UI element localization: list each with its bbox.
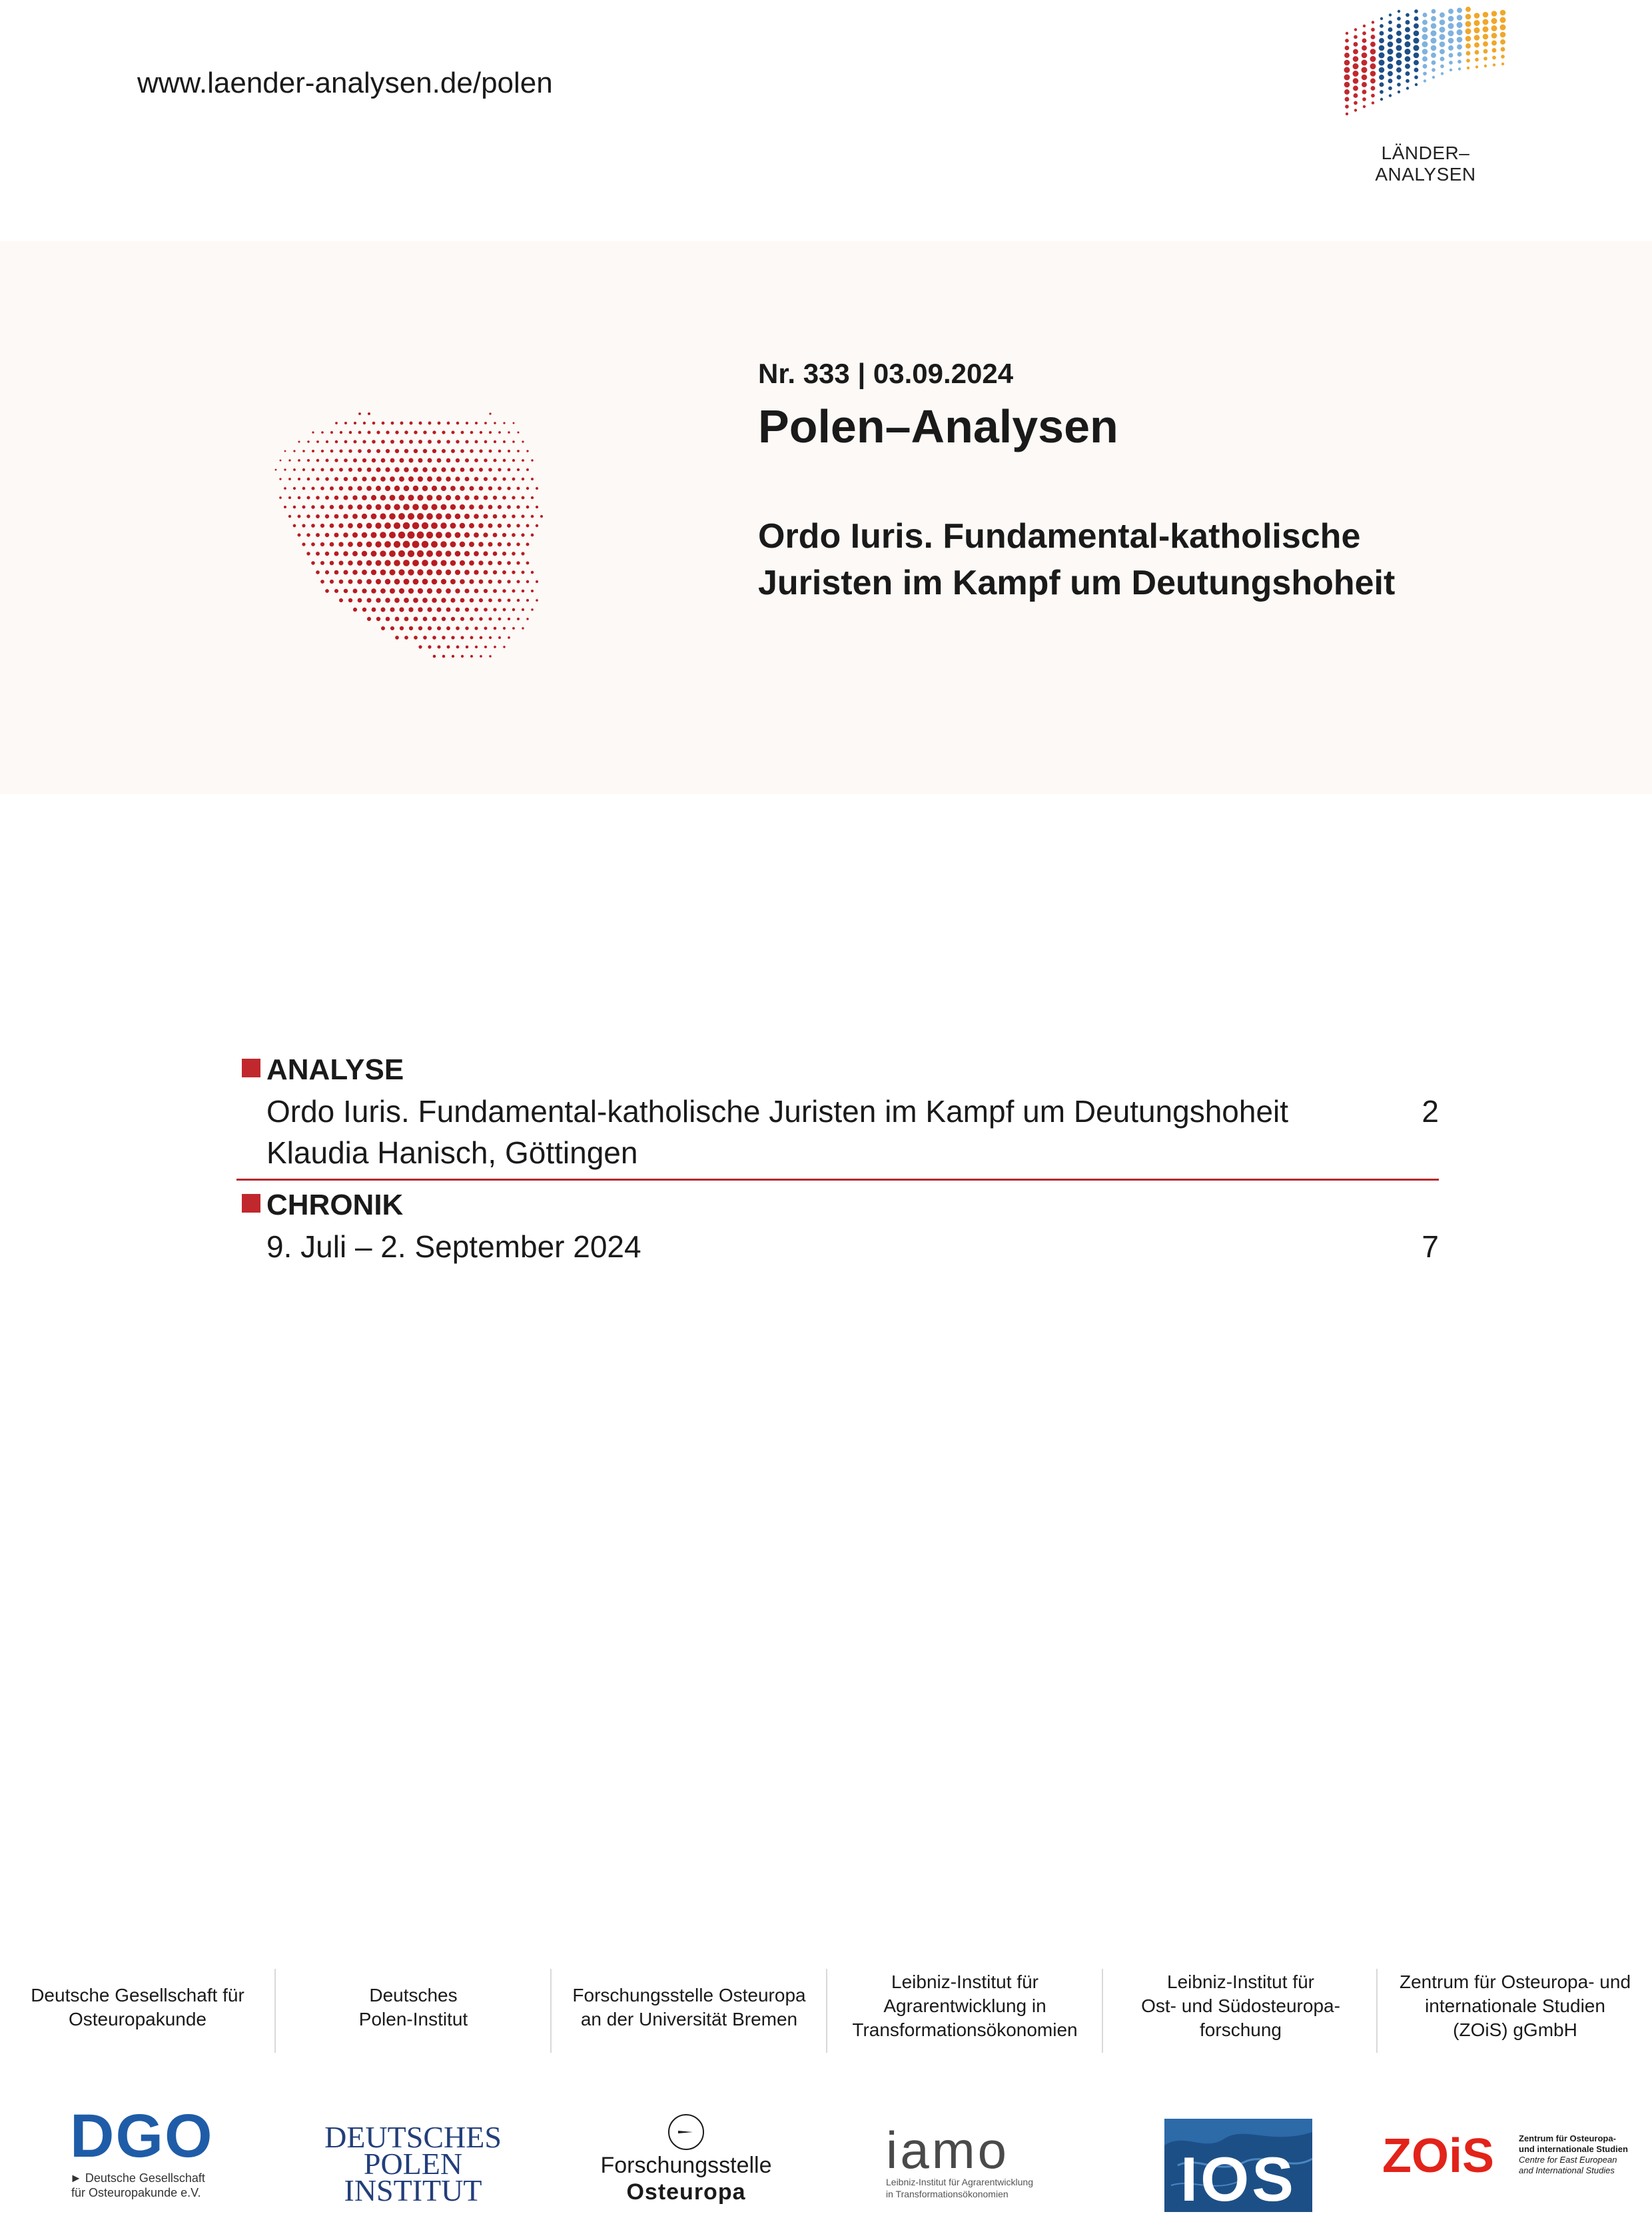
partner-line: Osteuropakunde (68, 2009, 207, 2029)
series-title: Polen–Analysen (758, 400, 1118, 452)
toc-heading-label: ANALYSE (266, 1053, 404, 1086)
toc-section-chronik (236, 1185, 1439, 1267)
zois-logo-subtitle (1519, 2133, 1649, 2176)
zois-logo-mark: ZOiS (1382, 2129, 1495, 2183)
toc-entry-chronik[interactable] (236, 1226, 1439, 1267)
partner-line: Ost- und Südosteuropa- (1141, 1995, 1340, 2016)
red-square-icon (242, 1059, 260, 1077)
issue-number: Nr. 333 | 03.09.2024 (758, 358, 1014, 389)
partner-line: Leibniz-Institut für (891, 1971, 1038, 1992)
dpi-logo-line: POLEN (363, 2147, 463, 2181)
partner-dgo (0, 1969, 275, 2067)
iamo-logo-mark: iamo (886, 2121, 1010, 2179)
partner-logos (0, 2102, 1652, 2228)
subtitle-line: Ordo Iuris. Fundamental-katholische (758, 517, 1361, 556)
ios-logo[interactable] (1164, 2119, 1312, 2212)
dgo-logo-subtitle: für Osteuropakunde e.V. (71, 2186, 201, 2199)
subtitle-line: Juristen im Kampf um Deutungshoheit (758, 564, 1396, 602)
site-url[interactable]: www.laender-analysen.de/polen (137, 67, 553, 99)
toc-page-number[interactable]: 7 (1422, 1229, 1439, 1264)
partner-line: (ZOiS) gGmbH (1453, 2019, 1577, 2040)
partner-line: Forschungsstelle Osteuropa (572, 1985, 806, 2005)
laender-analysen-logo-icon (1332, 4, 1525, 131)
dpi-logo-line: DEUTSCHES (324, 2120, 502, 2154)
dgo-logo-mark: DGO (70, 2102, 214, 2170)
fso-logo[interactable] (586, 2112, 786, 2225)
poland-map-icon (260, 398, 566, 691)
red-square-icon (242, 1194, 260, 1213)
partner-line: Transformationsökonomien (852, 2019, 1078, 2040)
partner-line: Deutsche Gesellschaft für (31, 1985, 244, 2005)
toc-entry-analyse[interactable] (236, 1091, 1439, 1132)
iamo-logo[interactable] (886, 2121, 1059, 2224)
dpi-logo[interactable] (313, 2120, 513, 2224)
partner-line: Agrarentwicklung in (883, 1995, 1046, 2016)
iamo-logo-subtitle: Leibniz-Institut für Agrarentwicklung (886, 2177, 1033, 2187)
partner-line: Leibniz-Institut für (1167, 1971, 1314, 1992)
partner-line: internationale Studien (1425, 1995, 1605, 2016)
zois-subtitle-line: Centre for East European (1519, 2155, 1617, 2165)
partner-line: an der Universität Bremen (580, 2009, 798, 2029)
table-of-contents (236, 1049, 1439, 1267)
toc-entry-title[interactable]: 9. Juli – 2. September 2024 (266, 1229, 641, 1264)
toc-section-analyse (236, 1049, 1439, 1173)
toc-heading (236, 1049, 1439, 1091)
toc-page-number[interactable]: 2 (1422, 1094, 1439, 1129)
toc-heading-label: CHRONIK (266, 1189, 404, 1221)
partner-line: Deutsches (369, 1985, 458, 2005)
zois-subtitle-line: Zentrum für Osteuropa- (1519, 2133, 1616, 2143)
toc-entry-title[interactable]: Ordo Iuris. Fundamental-katholische Juristen im Kampf um Deutungshoheit (266, 1094, 1289, 1129)
partner-iamo (827, 1969, 1102, 2054)
partner-fso (552, 1969, 827, 2067)
partner-line: Polen-Institut (358, 2009, 468, 2029)
iamo-logo-subtitle: in Transformationsökonomien (886, 2189, 1009, 2199)
partner-ios (1103, 1969, 1378, 2054)
zois-subtitle-line: und internationale Studien (1519, 2144, 1628, 2154)
toc-entry-author (236, 1132, 1439, 1173)
fso-logo-line: Forschungsstelle (600, 2153, 772, 2178)
dgo-logo[interactable] (70, 2102, 243, 2225)
dpi-logo-line: INSTITUT (344, 2173, 482, 2207)
partner-line: Zentrum für Osteuropa- und (1399, 1971, 1631, 1992)
cover-banner (0, 241, 1652, 794)
dgo-logo-subtitle: ► Deutsche Gesellschaft (70, 2171, 205, 2185)
partner-zois (1378, 1969, 1652, 2054)
partner-line: forschung (1200, 2019, 1282, 2040)
toc-author: Klaudia Hanisch, Göttingen (266, 1135, 638, 1170)
brand-name: LÄNDER–ANALYSEN (1375, 143, 1476, 185)
zois-logo[interactable] (1382, 2129, 1649, 2212)
zois-subtitle-line: and International Studies (1519, 2165, 1615, 2175)
partner-list (0, 1969, 1652, 2055)
toc-divider (236, 1179, 1439, 1181)
issue-subtitle (758, 513, 1524, 606)
fso-compass-icon (666, 2112, 706, 2152)
ios-logo-mark: IOS (1180, 2144, 1296, 2212)
fso-logo-line: Osteuropa (626, 2179, 746, 2205)
toc-heading (236, 1185, 1439, 1226)
partner-dpi (276, 1969, 551, 2067)
